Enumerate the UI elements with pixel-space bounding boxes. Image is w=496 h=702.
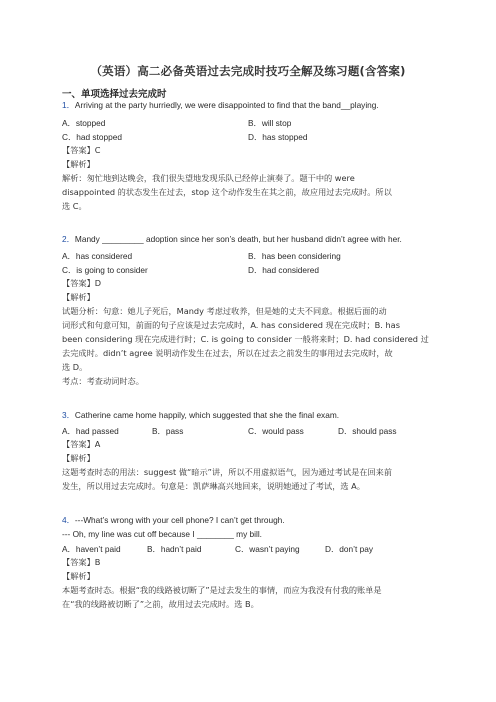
option-d: D．should pass xyxy=(338,426,397,436)
analysis-label: 【解析】 xyxy=(62,292,95,302)
answer-label: 【答案】A xyxy=(62,439,101,449)
question-stem: Arriving at the party hurriedly, we were disappointed to find that the band__playing. xyxy=(74,100,379,110)
question-4 xyxy=(62,515,285,526)
explanation-line: been considering 现在完成进行时；C. is going to consider 一般将来时；D. had considered 过 xyxy=(62,334,429,344)
page-title: （英语）高二必备英语过去完成时技巧全解及练习题(含答案) xyxy=(90,64,406,78)
analysis-label: 【解析】 xyxy=(62,159,95,169)
option-b: B．has been considering xyxy=(248,251,341,261)
option-c: C．had stopped xyxy=(62,132,122,142)
explanation-line: 发生，所以用过去完成时。句意是：凯萨琳高兴地回来，说明她通过了考试，选 A。 xyxy=(62,481,365,491)
option-c: C．would pass xyxy=(248,426,304,436)
option-b: B．hadn’t paid xyxy=(147,544,202,554)
option-d: D．has stopped xyxy=(248,132,308,142)
option-c: C．wasn’t paying xyxy=(235,544,300,554)
option-b: B．pass xyxy=(152,426,184,436)
option-a: A．haven’t paid xyxy=(62,544,121,554)
option-d: D．don’t pay xyxy=(325,544,373,554)
explanation-line: 试题分析：句意：她儿子死后，Mandy 考虑过收养，但是她的丈夫不同意。根据后面的动 xyxy=(62,306,387,316)
question-1 xyxy=(62,100,379,111)
analysis-label: 【解析】 xyxy=(62,453,95,463)
option-a: A．had passed xyxy=(62,426,119,436)
option-d: D．had considered xyxy=(248,265,320,275)
question-stem: Catherine came home happily, which suggested that she the final exam. xyxy=(74,410,340,420)
option-b: B．will stop xyxy=(248,118,292,128)
question-number: 4． xyxy=(62,515,75,525)
explanation-line: disappointed 的状态发生在过去，stop 这个动作发生在其之前，故应用过去完成时。所以 xyxy=(62,187,392,197)
explanation-line: 本题考查时态。根据“我的线路被切断了”是过去发生的事情，而应为我没有付我的账单是 xyxy=(62,585,382,595)
analysis-label: 【解析】 xyxy=(62,571,95,581)
explanation-line: 在“我的线路被切断了”之前，故用过去完成时。选 B。 xyxy=(62,599,259,609)
option-a: A．has considered xyxy=(62,251,133,261)
answer-label: 【答案】C xyxy=(62,145,101,155)
question-stem: Mandy _________ adoption since her son’s death, but her husband didn’t agree with her. xyxy=(74,234,402,244)
question-number: 1． xyxy=(62,100,75,110)
explanation-line: 选 D。 xyxy=(62,362,88,372)
explanation-line: 解析：匆忙地到达晚会，我们很失望地发现乐队已经停止演奏了。题干中的 were xyxy=(62,173,355,183)
option-c: C．is going to consider xyxy=(62,265,148,275)
question-number: 2． xyxy=(62,234,75,244)
answer-label: 【答案】D xyxy=(62,278,102,288)
answer-label: 【答案】B xyxy=(62,557,101,567)
explanation-line: 考点：考查动词时态。 xyxy=(62,376,144,386)
section-heading: 一、单项选择过去完成时 xyxy=(62,89,167,100)
question-number: 3． xyxy=(62,410,75,420)
question-2 xyxy=(62,234,402,245)
option-a: A．stopped xyxy=(62,118,106,128)
explanation-line: 去完成时。didn’t agree 说明动作发生在过去，所以在过去之前发生的事用过去完成时，故 xyxy=(62,348,393,358)
question-stem: ---What’s wrong with your cell phone? I can’t get through. xyxy=(74,515,285,525)
explanation-line: 这题考查时态的用法：suggest 做“暗示”讲，所以不用虚拟语气，因为通过考试是在回来前 xyxy=(62,467,393,477)
question-stem-line-2: --- Oh, my line was cut off because I ________ my bill. xyxy=(62,529,262,539)
explanation-line: 词形式和句意可知，前面的句子应该是过去完成时，A. has considered 现在完成时；B. has xyxy=(62,320,400,330)
explanation-line: 选 C。 xyxy=(62,201,87,211)
question-3 xyxy=(62,410,339,421)
